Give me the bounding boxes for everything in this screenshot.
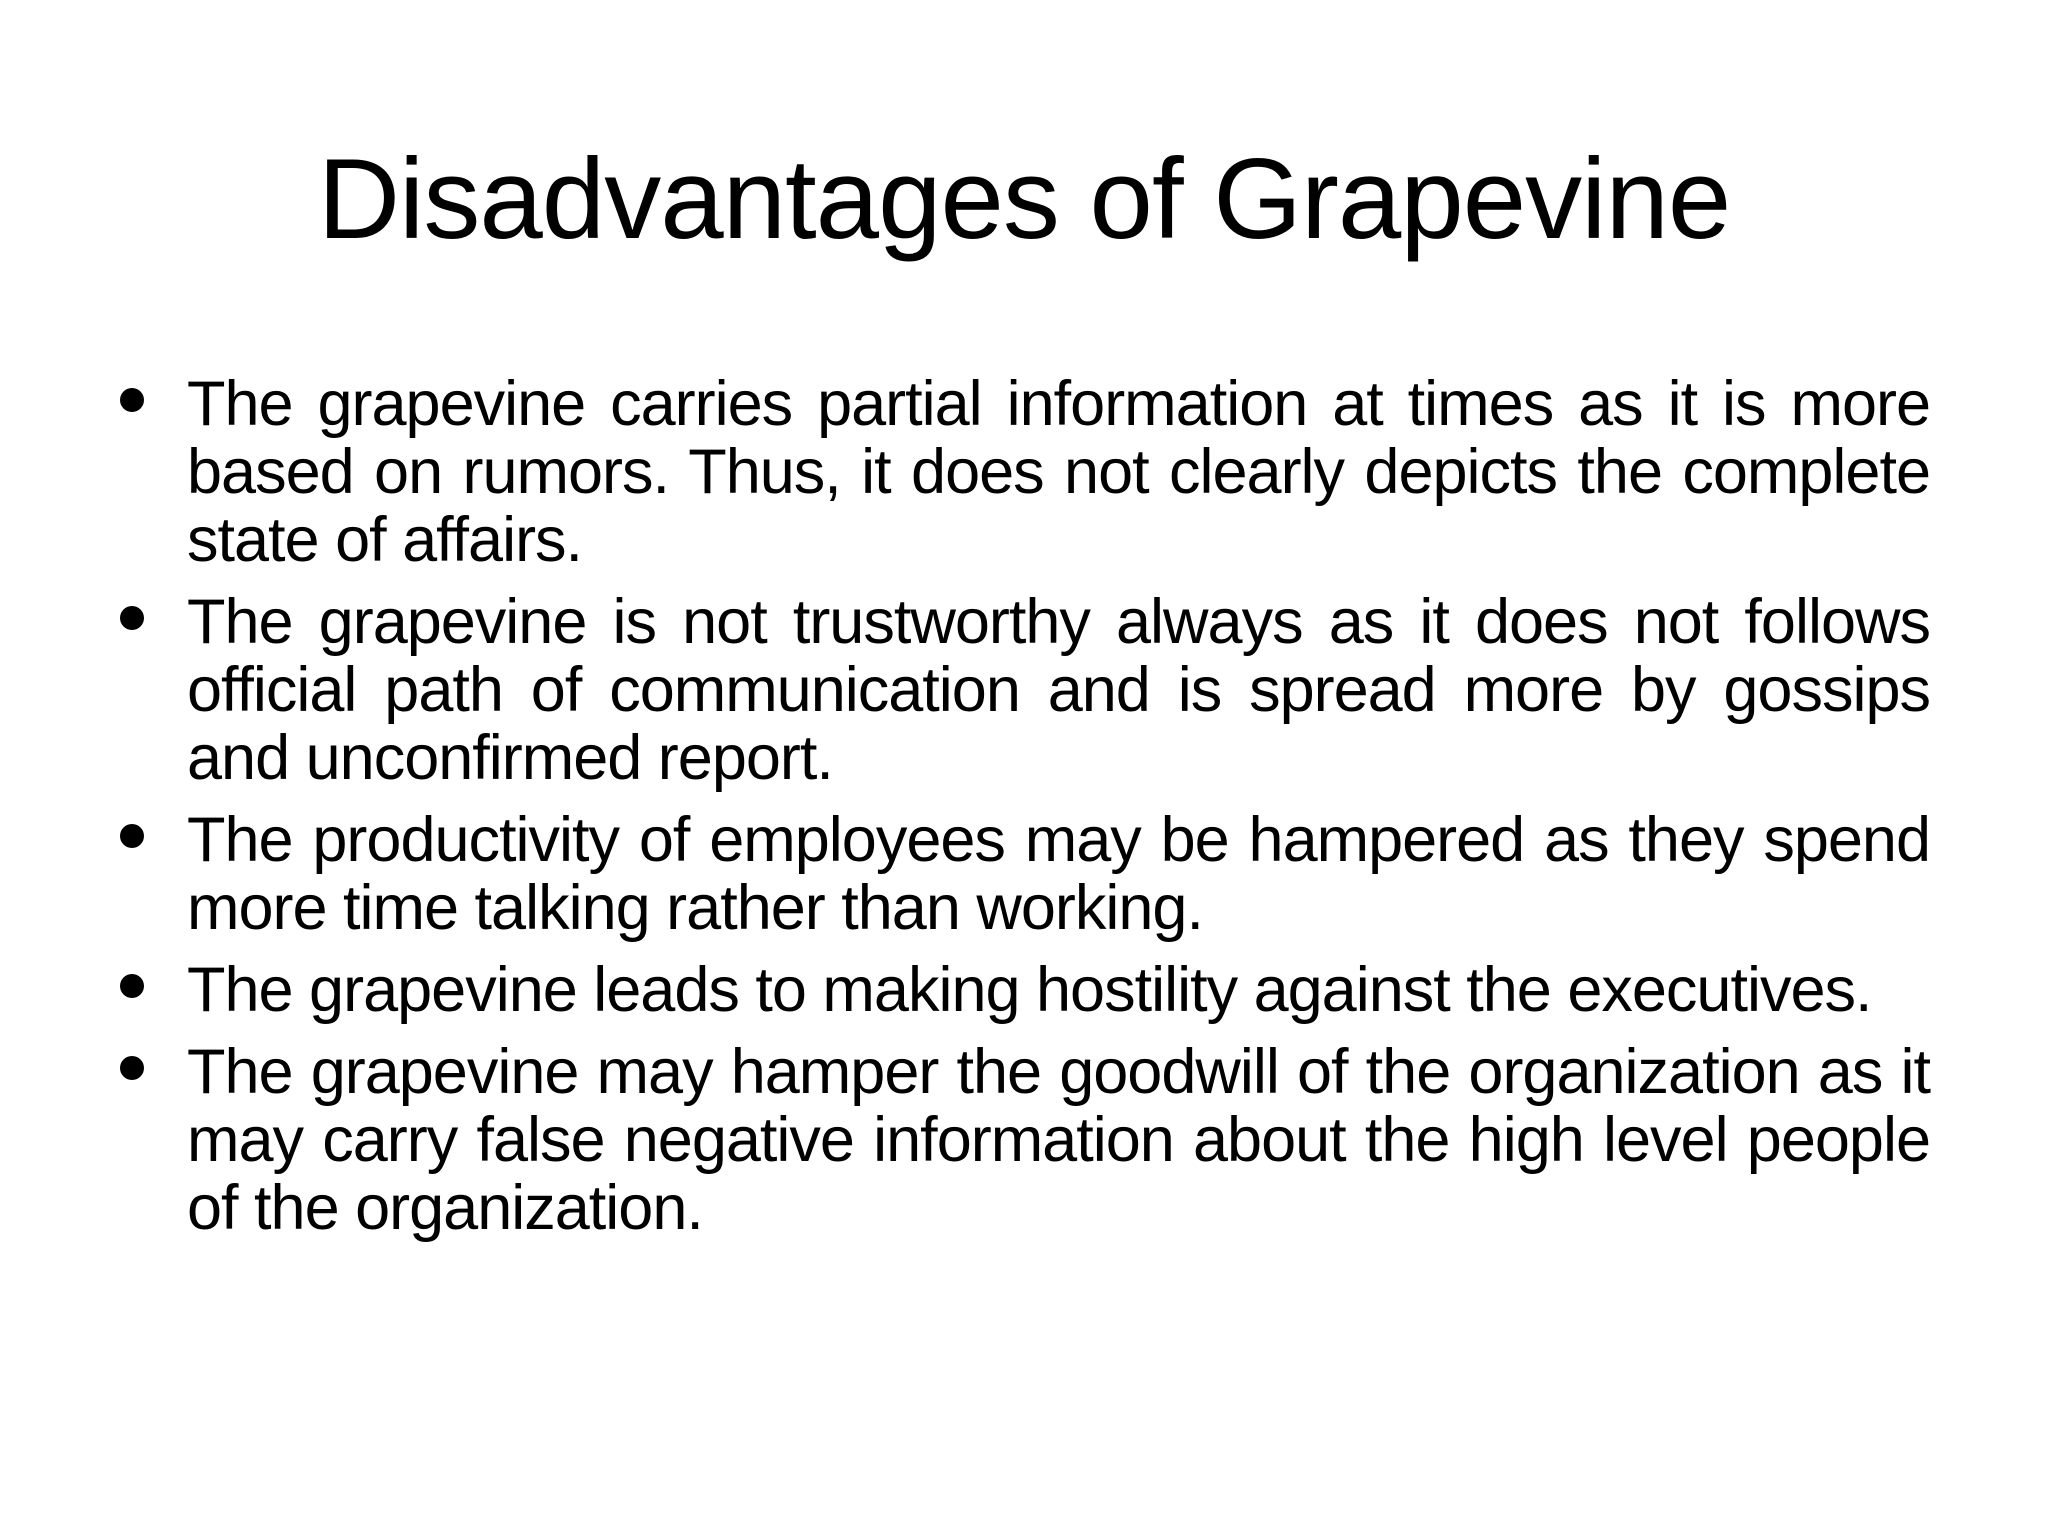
bullet-text: The grapevine is not trustworthy always as it does not follows official path of communication and is spread more by gossips and unconfirmed report. xyxy=(187,587,1930,793)
bullet-dot-icon xyxy=(120,824,144,848)
bullet-dot-icon xyxy=(120,606,144,630)
slide-title: Disadvantages of Grapevine xyxy=(317,136,1731,263)
bullet-dot-icon xyxy=(120,1056,144,1080)
bullet-item xyxy=(120,588,1930,792)
bullet-text: The grapevine leads to making hostility against the executives. xyxy=(187,955,1872,1025)
bullet-dot-icon xyxy=(120,974,144,998)
bullet-item xyxy=(120,370,1930,574)
bullet-item xyxy=(120,1038,1930,1242)
bullet-text: The grapevine may hamper the goodwill of the organization as it may carry false negative information about the high level people of the organization. xyxy=(187,1037,1930,1243)
bullet-text: The grapevine carries partial information at times as it is more based on rumors. Thus, it does not clearly depicts the complete state of affairs. xyxy=(187,369,1930,575)
bullet-text: The productivity of employees may be hampered as they spend more time talking rather than working. xyxy=(187,805,1930,943)
bullet-item xyxy=(120,956,1930,1024)
bullet-item xyxy=(120,806,1930,942)
bullet-dot-icon xyxy=(120,388,144,412)
bullet-list xyxy=(120,370,1930,1256)
